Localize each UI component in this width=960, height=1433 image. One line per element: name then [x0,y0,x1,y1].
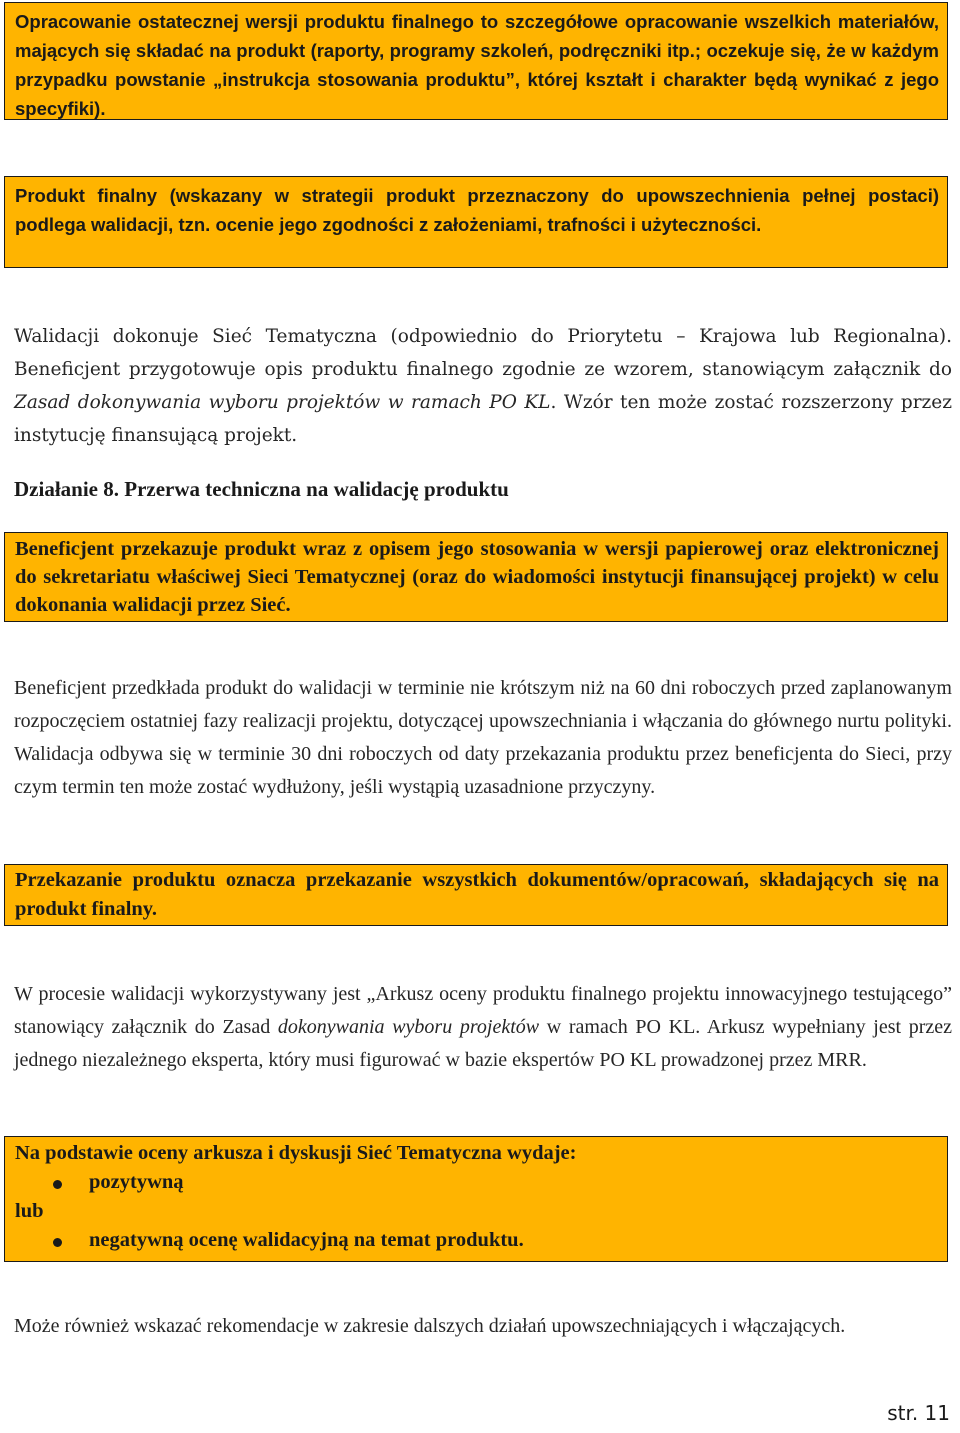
decision-option-negative [15,1226,939,1255]
submission-box [4,532,948,622]
deadline-text: Beneficjent przedkłada produkt do walidacji w terminie nie krótszym niż na 60 dni roboczych przed zaplanowanym rozpoczęciem ostatniej fazy realizacji projektu, dotyczącej upowszechniania i włączania do głównego nurtu polityki. Walidacja odbywa się w terminie 30 dni roboczych od daty przekazania produktu przez beneficjenta do Sieci, przy czym termin ten może zostać wydłużony, jeśli wystąpią uzasadnione przyczyny. [14,677,952,798]
network-text-2: . Wzór ten może zostać rozszerzony przez instytucję finansującą projekt. [14,392,952,446]
recommend-text: Może również wskazać rekomendacje w zakresie dalszych działań upowszechniających i włączających. [14,1315,846,1337]
materials-text: Opracowanie ostatecznej wersji produktu finalnego to szczegółowe opracowanie wszelkich materiałów, mających się składać na produkt (raporty, programy szkoleń, podręczniki itp.; oczekuje się, że w każdym przypadku powstanie „instrukcja stosowania produktu”, której kształt i charakter będą wynikać z jego specyfiki). [15,11,939,119]
sheet-text-1: W procesie walidacji wykorzystywany jest „Arkusz oceny produktu finalnego projektu innowacyjnego testującego” stanowiący załącznik do Zasad [14,983,952,1038]
network-italic-title: Zasad dokonywania wyboru projektów w ramach PO KL [14,392,551,413]
recommend-paragraph [14,1310,952,1343]
transfer-box [4,864,948,926]
decision-intro: Na podstawie oceny arkusza i dyskusji Sieć Tematyczna wydaje: [15,1142,577,1164]
decision-option-positive [15,1168,939,1197]
deadline-paragraph [14,672,952,804]
submission-text: Beneficjent przekazuje produkt wraz z opisem jego stosowania w wersji papierowej oraz elektronicznej do sekretariatu właściwej Sieci Tematycznej (oraz do wiadomości instytucji finansującej projekt) w celu dokonania walidacji przez Sieć. [15,538,939,616]
network-text-1: Walidacji dokonuje Sieć Tematyczna (odpowiednio do Priorytetu – Krajowa lub Regionalna). Beneficjent przygotowuje opis produktu finalnego zgodnie ze wzorem, stanowiącym załącznik do [14,326,952,380]
sheet-italic-title: dokonywania wyboru projektów [277,1016,540,1038]
page-number: str. 11 [887,1401,950,1425]
bullet-icon [53,1180,62,1189]
validation-text: Produkt finalny (wskazany w strategii produkt przeznaczony do upowszechnienia pełnej postaci) podlega walidacji, tzn. ocenie jego zgodności z założeniami, trafności i użyteczności. [15,185,939,235]
decision-connector: lub [15,1200,44,1222]
decision-option-negative-label: negatywną ocenę walidacyjną na temat produktu. [89,1229,524,1251]
validation-box [4,176,948,268]
action-heading: Działanie 8. Przerwa techniczna na walidację produktu [14,477,509,501]
decision-box [4,1136,948,1262]
sheet-paragraph [14,978,952,1077]
network-paragraph [14,320,952,452]
materials-box [4,2,948,120]
decision-option-positive-label: pozytywną [89,1171,184,1193]
bullet-icon [53,1238,62,1247]
transfer-text: Przekazanie produktu oznacza przekazanie wszystkich dokumentów/opracowań, składających się na produkt finalny. [15,869,939,920]
sheet-text-2: w ramach PO KL. Arkusz wypełniany jest przez jednego niezależnego eksperta, który musi figurować w bazie ekspertów PO KL prowadzonej przez MRR. [14,1016,952,1071]
